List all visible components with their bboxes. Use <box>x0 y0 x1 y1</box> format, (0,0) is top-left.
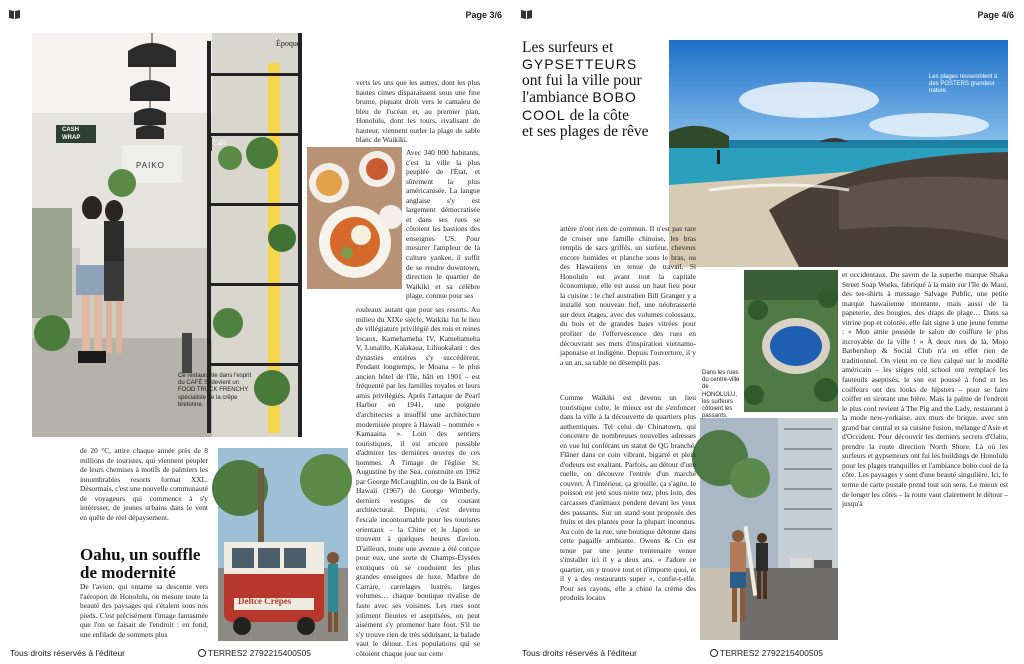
column1-text-continued <box>560 393 696 640</box>
beach-photo <box>669 40 1008 267</box>
section-paragraph: De l'avion, qui entame sa descente vers l'aéroport de Honolulu, on mesure toute la beauté des paysages qui s'étalent sous nos pieds. C'est précisément l'image fantasmée que l'on se faisait de l'endroit : en fond, une enfilade de sommets plus <box>80 582 208 639</box>
headline-line1: Les surfeurs et <box>522 39 614 56</box>
headline-line4 <box>522 89 670 106</box>
street-caption: Dans les rues du centre-ville de HONOLULU, les surfeurs côtoient les passants. <box>702 370 740 420</box>
waikiki-paragraph: rouleaux autant que pour ses resorts. Au milieu du XIXe siècle, Waikiki fut le lieu de villégiature privilégié des rois et reines locaux, Kamehameha IV, Kamehameha V, Lunalilo, Kalakaua, Liliuokalani : des dynasties entières s'y succédèrent. Pendant longtemps, le Moana – le plus ancien hôtel de l'île, bâti en 1901 – est fréquenté par les familles royales et leurs amis privilégiés. Après l'attaque de Pearl Harbor en 1941, une poignée d'architectes a insufflé une architecture modernisée propre à Hawaii – nommée « Kamaaina ». Loin des sentiers touristiques, il est encore possible d'admirer les dernières œuvres de ces hommes. À l'image de l'église St. Augustine by the Sea, construite en 1962 par George McLaughlin, ou de la Bank of Hawaii (1967) de George Wimberly, derniers vestiges de ce courant architectural. Depuis, c'est devenu l'escale incontournable pour les touristes orientaux – la Chine et le Japon se trouvent à quelques heures d'avion. D'ailleurs, toute une avenue a été conçue pour eux, une sorte de Champs-Élysées exotiques où se coudoient les plus grandes enseignes de luxe. Marbre de Carrare, carrelages lustrés, larges volumes… chaque boutique rivalise de faste avec ses voisines. Les rues sont joliment fleuries et aseptisées, on peut aisément s'y promener hare foot. S'il ne s'y trouve rien de très séduisant, la balade vaut le détour. Les populations qui se côtoient chaque jour sur cette <box>356 305 480 658</box>
top-bar <box>512 0 1024 28</box>
book-icon <box>8 9 21 20</box>
right-page <box>512 0 1024 664</box>
cafe-photo-caption: Ce restaurante dans l'esprit du CAFÉ Sí devient un FOOD TRUCK FRENCHY spécialiste de la crêpe bretonne. <box>178 373 252 408</box>
circle-icon <box>198 649 206 657</box>
food-illustration <box>307 147 402 289</box>
sign-cash: CASH <box>62 127 80 133</box>
publication-code-text: TERRES2 2792215400505 <box>720 648 824 658</box>
headline-bobo: BOBO <box>592 89 637 106</box>
right-column-main-text <box>356 305 480 658</box>
intro-paragraph: de 20 °C, attire chaque année près de 8 millions de touristes, qui viennent peupler de leurs chemises à motifs de palmiers les innombrables resorts format XXL. Désormais, c'est une nouvelle communauté de voyageurs qui commence à s'y intéresser, de jeunes urbains dans le vent en quête de réel dépaysement. <box>80 446 208 522</box>
aerial-pool-photo <box>744 270 838 412</box>
left-column-bottom-text <box>80 446 208 538</box>
copyright-footer: Tous droits réservés à l'éditeur <box>522 648 638 658</box>
column1-paragraph2: Comme Waikiki est devenu un lieu touristique culte, le mieux est de s'enfoncer dans la ville à la découverte de quartiers plus authentiques. Tel celui de Chinatown, qui concentre de nombreuses nouvelles adresses en vue lui conférant un statut de QG branché. Flâner dans ce coin vibrant, bigarré et plein d'odeurs est exaltant. Parfois, au détour d'une ruelle, on découvre l'entrée d'un marché couvert. À l'intérieur, ça grouille, ça s'agite, le poisson est jeté sous notre nez, plus loin, des carcasses d'animaux pendent devant les yeux des passants. Sur un stand sont proposés des fruits et des plantes pour la plupart inconnus. Au coin de la rue, une boutique détonne dans cette pagaille ambiante. Owens & Co est tenue par une jeune trentenaire venue s'installer ici il y a deux ans. « J'adore ce quartier, on y trouve tout et n'importe quoi, et il y a des restaurants super », confie-t-elle. Pour ses rayons, elle a chiné la crème des produits locaux <box>560 393 696 603</box>
street-illustration <box>700 418 838 640</box>
column2-paragraph: et occidentaux. Du savon de la superbe marque Shaka Street Soap Works, fabriqué à la main sur l'île de Maui, des tee-shirts à message Salvage Public, une petite marque hawaiienne montante, mais aussi de la papeterie, des bougies, des draps de plage… Dans sa vitrine pop et colorée, elle fait signe à une jeune femme : « Mon amie possède le salon de coiffure le plus incroyable de la ville ! » À deux rues de là, Mojo Barbershop & Social Club n'a en effet rien de traditionnel. On vient en ce lieu calqué sur le modèle américain – les sièges old school ont remplacé les fauteuils aseptisés, le son est poussé à fond et les coiffeurs ont des looks de hipsters – pour se faire coiffer en sirotant une bière. Mais la palme de l'endroit le plus cool revient à The Pig and the Lady, restaurant à la mode new-yorkaise, aux murs de brique, avec son grand bar central et sa cuisine fusion, mélange d'Asie et d'Occident. Pour découvrir les derniers secrets d'Oahu, prendre la route direction North Shore. Là où les surfeurs et gypsetteurs ont fui les buildings de Honolulu pour les plages tranquilles et l'ambiance bobo cool de la côte. Les paysages y sont d'une beauté singulière. Ici, le terme de carte postale prend tout son sens. Le mieux est de longer les côtes – la route vaut clairement le détour – jusqu'à <box>842 270 1008 509</box>
headline-line5 <box>522 107 670 124</box>
column2-text <box>842 270 1008 640</box>
sign-epoque: Époque <box>276 39 301 48</box>
right-column-mid-text <box>406 148 480 302</box>
headline-line5-text: de la côte <box>565 106 629 124</box>
pull-quote-headline <box>522 40 670 140</box>
book-icon <box>520 9 533 20</box>
food-truck-sign: Deltce Crêpes <box>238 596 292 606</box>
food-truck-illustration <box>218 448 348 641</box>
publication-code-text: TERRES2 2792215400505 <box>208 648 312 658</box>
cafe-illustration <box>32 33 302 437</box>
column1-paragraph: artère n'ont rien de commun. Il n'est pas rare de croiser une famille chinoise, les bras remplis de sacs griffés, un surfeur, cheveux encore humides et planche sous le bras, ou des Hawaiiens en tenue de travail. Si Honolulu est avant tout la capitale économique, elle est aussi un haut lieu pour la cuisine : le chef australien Bill Granger y a installé son nouveau fief, une néobrasserie sur deux étages, avec des volumes colossaux, du bois et de grandes baies vitrées pour profiter de l'effervescence des rues en découvrant ses mets d'inspiration vietnamo-japonaise et indigène. Depuis l'ouverture, il y a un an, sa table ne désemplit pas. <box>560 224 696 367</box>
left-column-section-text <box>80 582 208 640</box>
street-surfer-photo <box>700 418 838 640</box>
food-truck-photo <box>218 448 348 641</box>
section-heading: Oahu, un souffle de modernité <box>80 545 201 582</box>
circle-icon <box>710 649 718 657</box>
page-number: Page 3/6 <box>465 10 502 20</box>
headline-line4-text: l'ambiance <box>522 89 593 107</box>
population-paragraph: Avec 340 000 habitants, c'est la ville la plus peuplée de l'État, et sûrement la plus américanisée. La langue anglaise s'y est largement démocratisée et dans ses rues se côtoient les bastions des enseignes US. Pour mesurer l'ampleur de la culture yankee, il suffit de se rendre downtown, direction le quartier de Waikiki et sa célèbre plage, connue pour ses <box>406 148 480 301</box>
beach-caption: Les plages ressemblent à des POSTERS grandeur nature. <box>929 74 998 95</box>
headline-line6: et ses plages de rêve <box>522 123 649 141</box>
food-photo <box>307 147 402 289</box>
honolulu-paragraph: verts les uns que les autres, dont les plus hautes cimes disparaissent sous une fine brume, piquant droit vers le camaïeu de bleu de l'océan et, au premier plan, Honolulu, dont les tours, rivalisant de hauteur, viennent ourler la plage de sable blanc de Waikiki. <box>356 78 480 145</box>
column1-text <box>560 224 696 392</box>
publication-code <box>198 648 311 658</box>
headline-line2: GYPSETTEURS <box>522 56 638 73</box>
copyright-footer: Tous droits réservés à l'éditeur <box>10 648 126 658</box>
headline-cool: COOL <box>522 106 566 123</box>
headline-line3: ont fui la ville pour <box>522 71 642 89</box>
top-bar <box>0 0 512 28</box>
cafe-photo <box>32 33 302 437</box>
page-number: Page 4/6 <box>977 10 1014 20</box>
publication-code <box>710 648 823 658</box>
right-column-top-text <box>356 78 480 145</box>
sign-wrap: WRAP <box>62 135 81 141</box>
sign-cafe: Café <box>213 139 227 147</box>
pool-illustration <box>744 270 838 412</box>
sign-paiko: PAIKO <box>136 161 165 170</box>
